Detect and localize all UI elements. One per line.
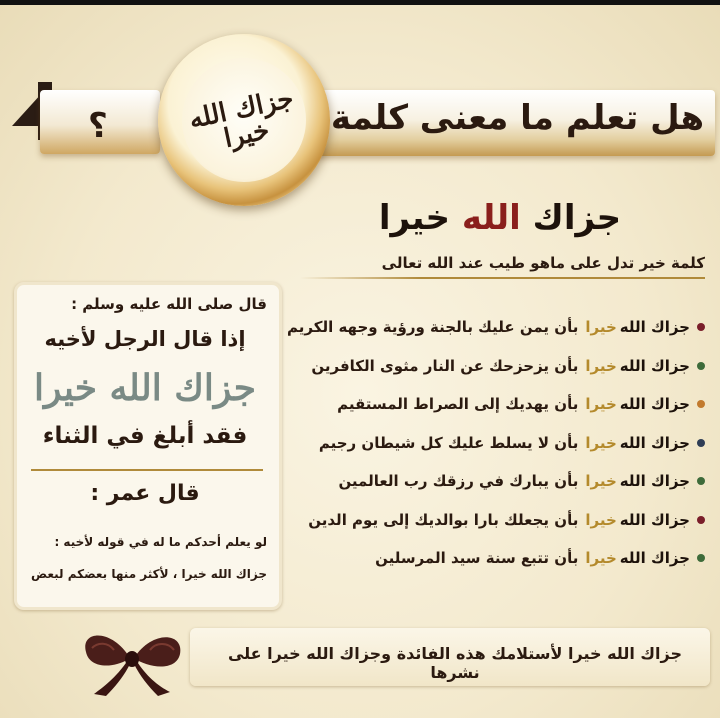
item-keyword: جزاك الله: [619, 472, 690, 491]
meaning-item: [285, 424, 705, 463]
hadith-box: [14, 282, 282, 610]
meaning-item: [285, 501, 705, 540]
item-text: بأن تتبع سنة سيد المرسلين: [375, 549, 579, 568]
meaning-item: [285, 385, 705, 424]
omar-heading: قال عمر :: [90, 481, 200, 506]
item-text: بأن يجعلك بارا بوالديك إلى يوم الدين: [308, 510, 579, 529]
footer-text: جزاك الله خيرا لأستلامك هذه الفائدة وجزاك الله خيرا على نشرها: [227, 644, 683, 682]
item-keyword: جزاك الله: [619, 356, 690, 375]
hadith-conclusion: فقد أبلغ في الثناء: [42, 423, 248, 449]
omar-quote-line2: جزاك الله خيرا ، لأكثر منها بعضكم لبعض: [30, 567, 267, 581]
item-keyword-highlight: خيرا: [585, 549, 617, 568]
title-word-2: الله: [461, 198, 521, 238]
headline: هل تعلم ما معنى كلمة: [330, 98, 705, 138]
bullet-icon: [697, 477, 705, 485]
meaning-item: [285, 308, 705, 347]
item-keyword: جزاك الله: [619, 318, 690, 337]
top-border: [0, 0, 720, 5]
question-mark: ؟: [88, 106, 108, 146]
title-word-1: جزاك: [532, 198, 622, 238]
item-keyword: جزاك الله: [619, 549, 690, 568]
box-divider: [31, 469, 263, 471]
hadith-intro: قال صلى الله عليه وسلم :: [71, 295, 267, 313]
hadith-line: إذا قال الرجل لأخيه: [44, 327, 246, 351]
bullet-icon: [697, 554, 705, 562]
item-text: بأن يزحزحك عن النار مثوى الكافرين: [311, 356, 579, 375]
item-text: بأن يهديك إلى الصراط المستقيم: [337, 395, 579, 414]
bullet-icon: [697, 516, 705, 524]
bullet-icon: [697, 400, 705, 408]
item-keyword: جزاك الله: [619, 395, 690, 414]
bullet-icon: [697, 439, 705, 447]
item-keyword-highlight: خيرا: [585, 318, 617, 337]
subtitle-underline: [300, 277, 705, 279]
bullet-icon: [697, 323, 705, 331]
title-word-3: خيرا: [378, 198, 451, 238]
item-keyword-highlight: خيرا: [585, 510, 617, 529]
item-keyword: جزاك الله: [619, 433, 690, 452]
omar-quote-line1: لو يعلم أحدكم ما له في قوله لأخيه :: [54, 535, 267, 549]
item-text: بأن يبارك في رزقك رب العالمين: [338, 472, 579, 491]
page-title: [300, 198, 700, 238]
bullet-icon: [697, 362, 705, 370]
item-text: بأن لا يسلط عليك كل شيطان رجيم: [318, 433, 579, 452]
item-keyword-highlight: خيرا: [585, 433, 617, 452]
subtitle: كلمة خير تدل على ماهو طيب عند الله تعالى: [381, 254, 705, 272]
meanings-list: [285, 308, 705, 578]
item-keyword-highlight: خيرا: [585, 356, 617, 375]
medallion-calligraphy: جزاك الله خيرا: [186, 83, 297, 155]
item-keyword-highlight: خيرا: [585, 472, 617, 491]
hadith-calligraphy: جزاك الله خيرا: [33, 367, 257, 409]
item-keyword: جزاك الله: [619, 510, 690, 529]
item-keyword-highlight: خيرا: [585, 395, 617, 414]
meaning-item: [285, 462, 705, 501]
meaning-item: [285, 539, 705, 578]
meaning-item: [285, 347, 705, 386]
bow-icon: [72, 618, 192, 698]
item-text: بأن يمن عليك بالجنة ورؤية وجهه الكريم: [287, 318, 579, 337]
